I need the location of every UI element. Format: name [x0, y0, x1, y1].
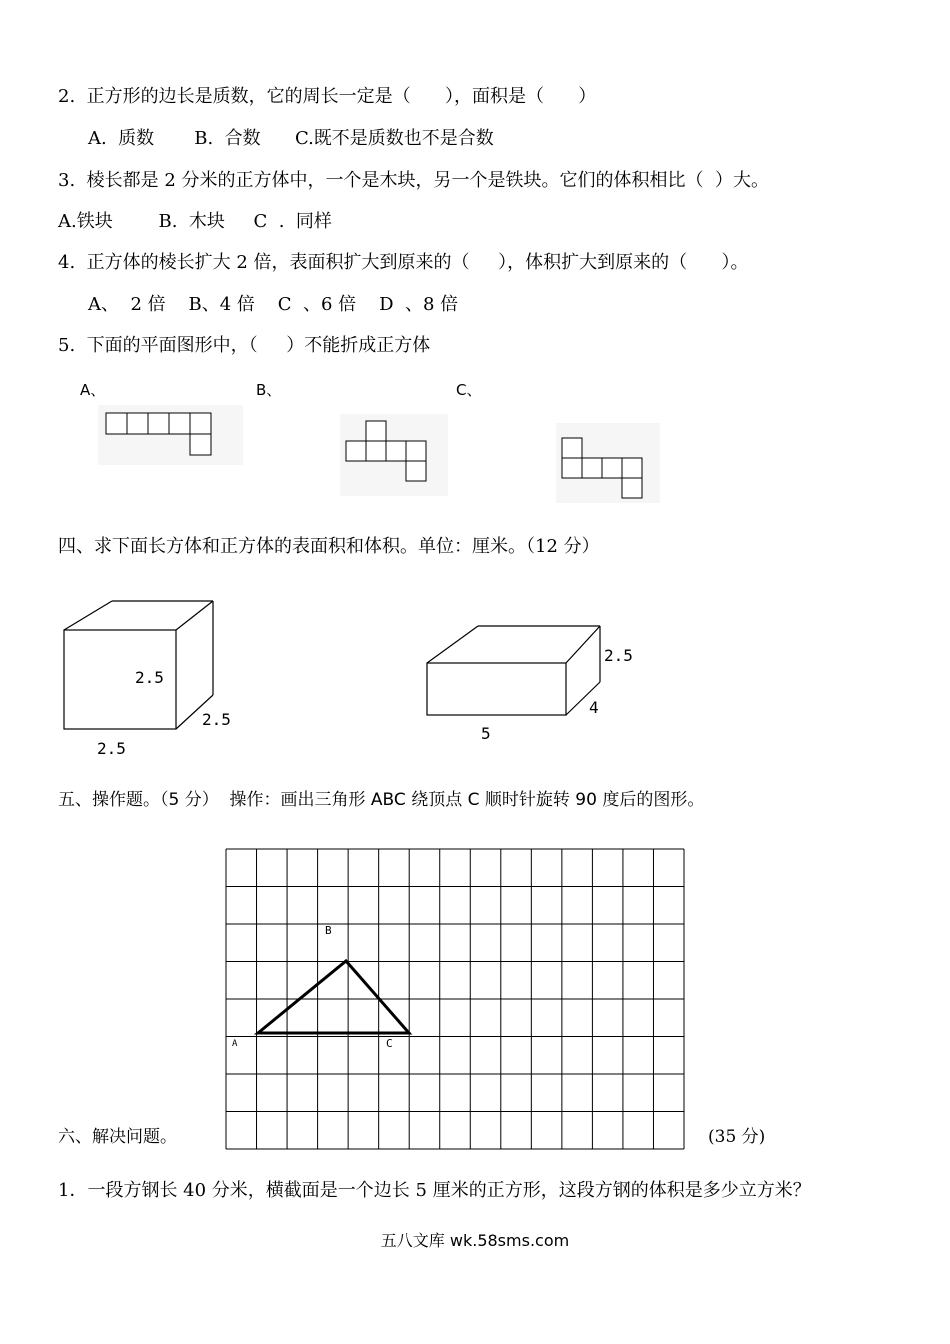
point-b-label: B: [325, 924, 332, 937]
option-c-label: C、: [456, 381, 482, 399]
section-6-question-1: 1．一段方钢长 40 分米，横截面是一个边长 5 厘米的正方形，这段方钢的体积是多少立方米？: [58, 1180, 811, 1201]
question-3-options: A.铁块 B. 木块 C . 同样: [58, 211, 332, 232]
cuboid-figure: [420, 618, 650, 748]
triangle-abc: [258, 961, 409, 1033]
question-5: 5. 下面的平面图形中，（ ）不能折成正方体: [58, 335, 431, 356]
option-b-label: B、: [256, 381, 282, 399]
question-3: 3. 棱长都是 2 分米的正方体中，一个是木块，另一个是铁块。它们的体积相比（ ）大。: [58, 170, 769, 191]
rotation-grid: [224, 847, 686, 1151]
cuboid-depth-label: 4: [589, 698, 599, 717]
cube-depth-label: 2.5: [202, 710, 231, 729]
option-a-label: A、: [80, 381, 106, 399]
net-c-figure: [556, 423, 660, 503]
cuboid-height-label: 2.5: [604, 646, 633, 665]
question-4: 4. 正方体的棱长扩大 2 倍，表面积扩大到原来的（ ），体积扩大到原来的（ ）。: [58, 252, 749, 273]
section-5-title: 五、操作题。（5 分） 操作：画出三角形 ABC 绕顶点 C 顺时针旋转 90 度后的图形。: [58, 790, 705, 810]
question-2-options: A. 质数 B. 合数 C.既不是质数也不是合数: [88, 128, 494, 149]
point-a-label: A: [232, 1039, 238, 1049]
cube-width-label: 2.5: [97, 739, 126, 758]
cube-figure: [55, 595, 255, 765]
section-6-title: 六、解决问题。: [58, 1127, 177, 1147]
cube-height-label: 2.5: [135, 668, 164, 687]
question-4-options: A、 2 倍 B、4 倍 C 、6 倍 D 、8 倍: [88, 294, 459, 315]
footer-watermark: 五八文库 wk.58sms.com: [380, 1231, 570, 1250]
section-4-title: 四、求下面长方体和正方体的表面积和体积。单位：厘米。（12 分）: [58, 536, 600, 557]
cuboid-length-label: 5: [481, 724, 491, 743]
net-b-figure: [340, 414, 448, 496]
section-6-score: (35 分): [708, 1127, 766, 1147]
question-2: 2. 正方形的边长是质数，它的周长一定是（ ），面积是（ ）: [58, 86, 597, 107]
point-c-label: C: [386, 1037, 393, 1050]
net-a-figure: [98, 405, 243, 465]
